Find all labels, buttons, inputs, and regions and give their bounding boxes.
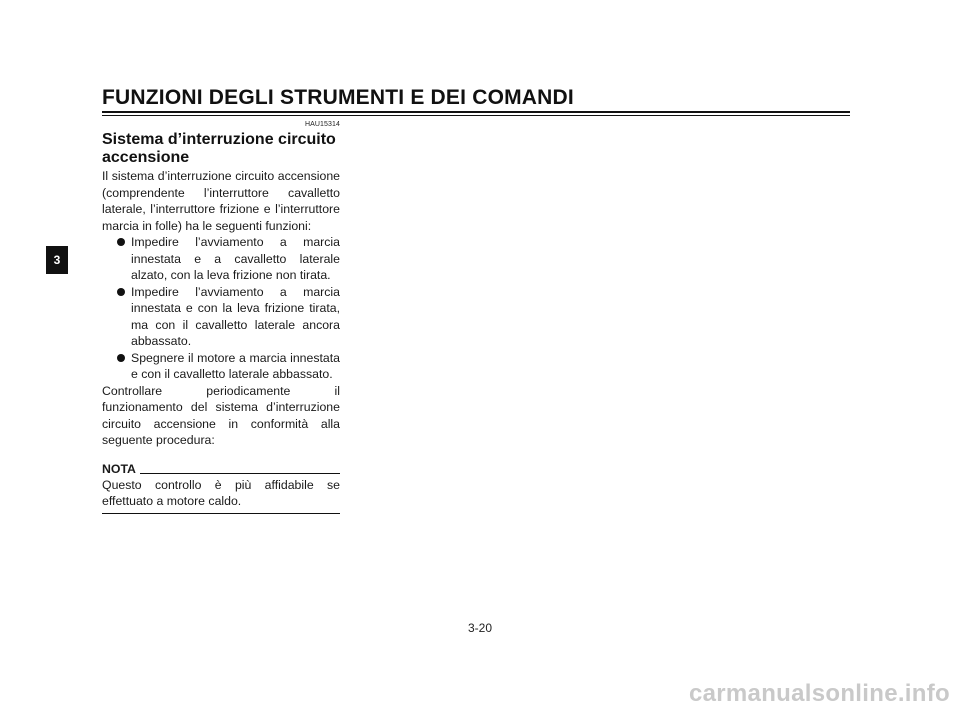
note-rule — [140, 473, 340, 474]
intro-paragraph: Il sistema d’interruzione circuito accensione (comprendente l’interruttore cavalletto laterale, l’interruttore frizione e l’interruttore marcia in folle) ha le seguenti funzioni: — [102, 169, 340, 233]
note-label: NOTA — [102, 461, 136, 476]
list-item-text: Spegnere il motore a marcia innestata e con il cavalletto laterale abbassato. — [131, 350, 340, 381]
header-title: FUNZIONI DEGLI STRUMENTI E DEI COMANDI — [102, 86, 574, 109]
note-end-rule — [102, 513, 340, 514]
list-item — [102, 234, 340, 284]
header-rule-thin — [102, 115, 850, 116]
section-title-line-1: Sistema d’interruzione circuito — [102, 131, 336, 148]
reference-code: HAU15314 — [304, 121, 340, 128]
watermark-logo: carmanualsonline.info — [688, 680, 950, 707]
bullet-icon — [117, 238, 125, 246]
list-item-text: Impedire l’avviamento a marcia innestata e a cavalletto laterale alzato, con la leva frizione non tirata. — [131, 235, 340, 282]
chapter-tab: 3 — [46, 246, 68, 274]
list-item — [102, 350, 340, 383]
list-item-text: Impedire l’avviamento a marcia innestata e con la leva frizione tirata, ma con il cavalletto laterale ancora abbassato. — [131, 284, 340, 348]
section-title — [102, 131, 340, 167]
note-text: Questo controllo è più affidabile se effettuato a motore caldo. — [102, 477, 340, 508]
bullet-icon — [117, 288, 125, 296]
page-number: 3-20 — [467, 621, 493, 635]
bullet-icon — [117, 354, 125, 362]
function-list — [102, 234, 340, 383]
content-column — [102, 120, 340, 514]
note-header — [102, 461, 340, 477]
section-title-line-2: accensione — [102, 149, 190, 166]
list-item — [102, 284, 340, 350]
header-rule-thick — [102, 111, 850, 113]
check-paragraph: Controllare periodicamente il funzionamento del sistema d’interruzione circuito accensione in conformità alla seguente procedura: — [102, 383, 340, 447]
